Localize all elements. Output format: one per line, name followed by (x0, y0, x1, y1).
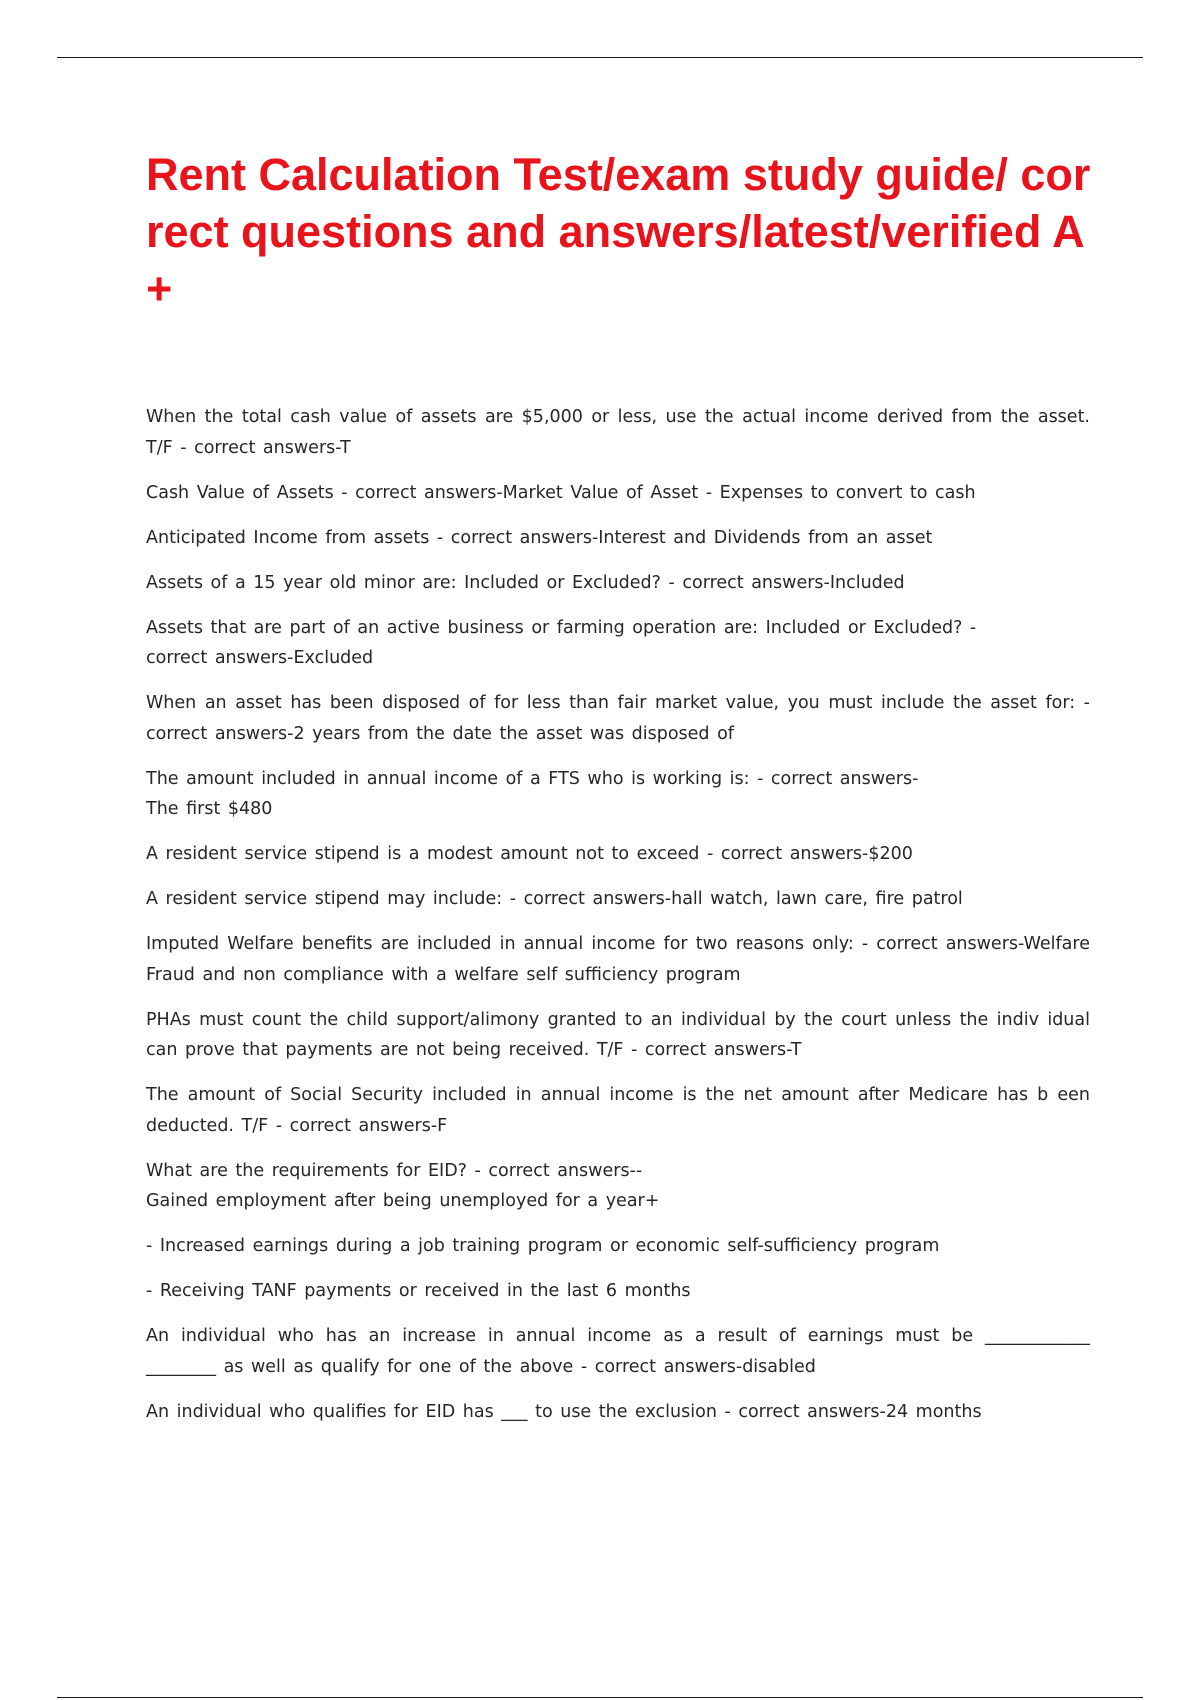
footer-rule (57, 1697, 1143, 1698)
qa-item: What are the requirements for EID? - correct answers-- Gained employment after being unemployed for a year+ (146, 1160, 660, 1211)
qa-item: The amount included in annual income of a FTS who is working is: - correct answers- The first $480 (146, 768, 919, 819)
document-title: Rent Calculation Test/exam study guide/ correct questions and answers/latest/verified A+ (146, 149, 1091, 314)
qa-item: Imputed Welfare benefits are included in annual income for two reasons only: - correct answers-Welfare Fraud and non compliance with a welfare self sufficiency program (146, 934, 1090, 985)
qa-item: An individual who qualifies for EID has ___ to use the exclusion - correct answers-24 months (146, 1401, 982, 1422)
qa-item: Anticipated Income from assets - correct answers-Interest and Dividends from an asset (146, 527, 933, 548)
qa-item: When an asset has been disposed of for less than fair market value, you must include the asset for: - correct answers-2 years from the date the asset was disposed of (146, 693, 1090, 744)
qa-item: Cash Value of Assets - correct answers-Market Value of Asset - Expenses to convert to cash (146, 482, 976, 503)
qa-item: - Increased earnings during a job training program or economic self-sufficiency program (146, 1236, 940, 1256)
qa-item: The amount of Social Security included in annual income is the net amount after Medicare has b een deducted. T/F - correct answers-F (146, 1085, 1090, 1136)
qa-item: A resident service stipend is a modest amount not to exceed - correct answers-$200 (146, 844, 913, 864)
qa-list (146, 402, 1090, 1442)
qa-item: Assets that are part of an active business or farming operation are: Included or Excluded? - correct answers-Excluded (146, 617, 977, 668)
qa-item: An individual who has an increase in annual income as a result of earnings must be ____________ ________ as well as qualify for one of the above - correct answers-disabled (146, 1326, 1090, 1377)
qa-item: A resident service stipend may include: - correct answers-hall watch, lawn care, fire patrol (146, 889, 963, 909)
qa-item: When the total cash value of assets are $5,000 or less, use the actual income derived from the asset. T/F - correct answers-T (146, 407, 1090, 458)
qa-item: PHAs must count the child support/alimony granted to an individual by the court unless the indiv idual can prove that payments are not being received. T/F - correct answers-T (146, 1009, 1090, 1060)
qa-item: - Receiving TANF payments or received in the last 6 months (146, 1281, 691, 1301)
header-rule (57, 57, 1143, 58)
qa-item: Assets of a 15 year old minor are: Included or Excluded? - correct answers-Included (146, 572, 905, 593)
